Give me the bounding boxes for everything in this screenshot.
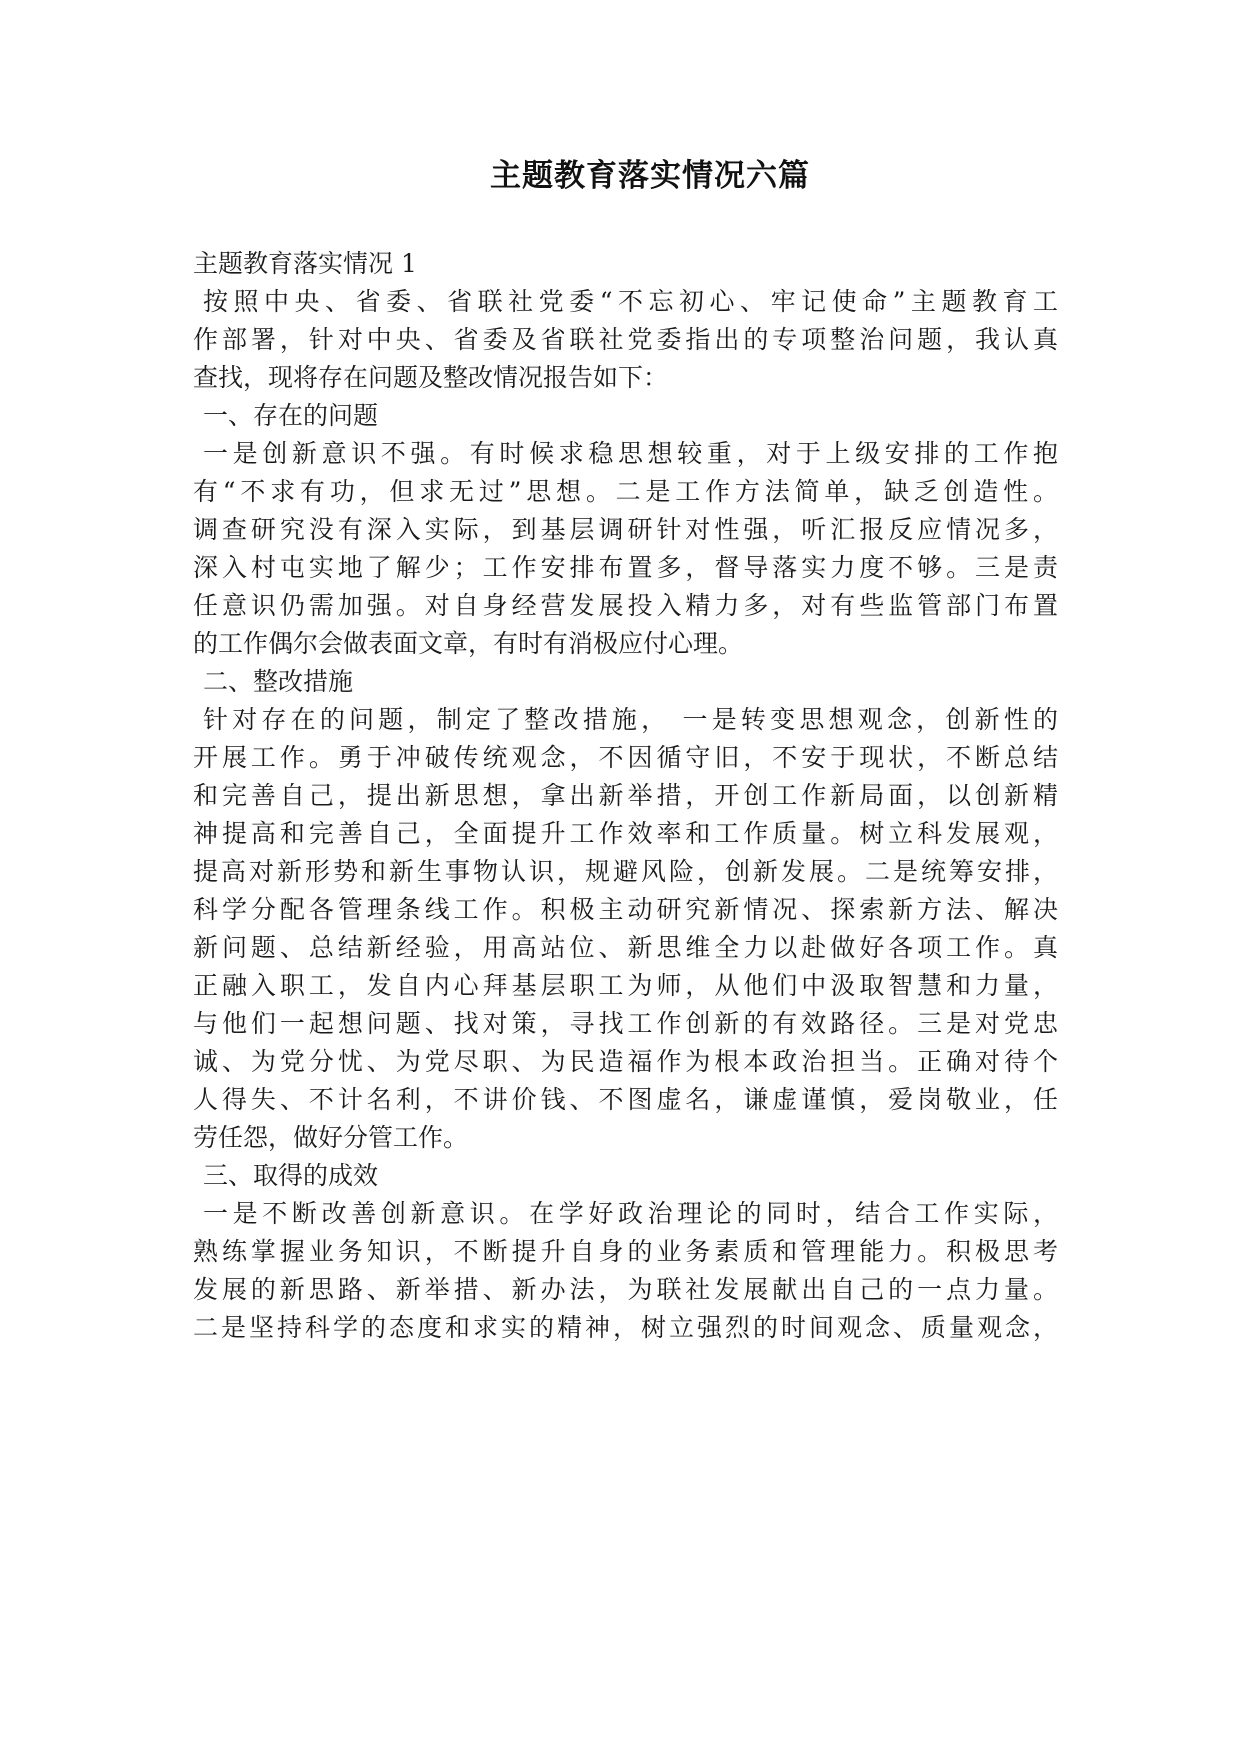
paragraph-line: 查找，现将存在问题及整改情况报告如下： — [193, 363, 669, 392]
paragraph-line: 和完善自己，提出新思想，拿出新举措，开创工作新局面，以创新精 — [193, 781, 1058, 810]
paragraph-line: 人得失、不计名利，不讲价钱、不图虚名，谦虚谨慎，爱岗敬业，任 — [193, 1085, 1058, 1114]
paragraph-line: 正融入职工，发自内心拜基层职工为师，从他们中汲取智慧和力量， — [193, 971, 1058, 1000]
paragraph-line: 任意识仍需加强。对自身经营发展投入精力多，对有些监管部门布置 — [193, 591, 1058, 620]
document-title: 主题教育落实情况六篇 — [490, 158, 810, 194]
paragraph-line: 一是创新意识不强。有时候求稳思想较重，对于上级安排的工作抱 — [203, 439, 1058, 468]
subsection-heading: 二、整改措施 — [203, 667, 354, 696]
subsection-heading: 三、取得的成效 — [203, 1161, 379, 1190]
paragraph-line: 的工作偶尔会做表面文章，有时有消极应付心理。 — [193, 629, 744, 658]
paragraph-line: 按照中央、省委、省联社党委“不忘初心、牢记使命”主题教育工 — [203, 287, 1058, 316]
paragraph-line: 调查研究没有深入实际，到基层调研针对性强，听汇报反应情况多， — [193, 515, 1058, 544]
paragraph-line: 神提高和完善自己，全面提升工作效率和工作质量。树立科发展观， — [193, 819, 1058, 848]
paragraph-line: 有“不求有功，但求无过”思想。二是工作方法简单，缺乏创造性。 — [193, 477, 1058, 506]
paragraph-line: 深入村屯实地了解少；工作安排布置多，督导落实力度不够。三是责 — [193, 553, 1058, 582]
paragraph-line: 提高对新形势和新生事物认识，规避风险，创新发展。二是统筹安排， — [193, 857, 1058, 886]
paragraph-line: 诚、为党分忧、为党尽职、为民造福作为根本政治担当。正确对待个 — [193, 1047, 1058, 1076]
paragraph-line: 针对存在的问题，制定了整改措施， 一是转变思想观念，创新性的 — [203, 705, 1058, 734]
paragraph-line: 与他们一起想问题、找对策，寻找工作创新的有效路径。三是对党忠 — [193, 1009, 1058, 1038]
paragraph-line: 一是不断改善创新意识。在学好政治理论的同时，结合工作实际， — [203, 1199, 1058, 1228]
paragraph-line: 熟练掌握业务知识，不断提升自身的业务素质和管理能力。积极思考 — [193, 1237, 1058, 1266]
paragraph-line: 二是坚持科学的态度和求实的精神，树立强烈的时间观念、质量观念， — [193, 1313, 1058, 1342]
paragraph-line: 科学分配各管理条线工作。积极主动研究新情况、探索新方法、解决 — [193, 895, 1058, 924]
paragraph-line: 开展工作。勇于冲破传统观念，不因循守旧，不安于现状，不断总结 — [193, 743, 1058, 772]
paragraph-line: 劳任怨，做好分管工作。 — [193, 1123, 469, 1152]
section-heading: 主题教育落实情况 1 — [193, 249, 417, 278]
paragraph-line: 发展的新思路、新举措、新办法，为联社发展献出自己的一点力量。 — [193, 1275, 1058, 1304]
subsection-heading: 一、存在的问题 — [203, 401, 379, 430]
paragraph-line: 作部署，针对中央、省委及省联社党委指出的专项整治问题，我认真 — [193, 325, 1058, 354]
paragraph-line: 新问题、总结新经验，用高站位、新思维全力以赴做好各项工作。真 — [193, 933, 1058, 962]
document-body — [193, 245, 1058, 1347]
